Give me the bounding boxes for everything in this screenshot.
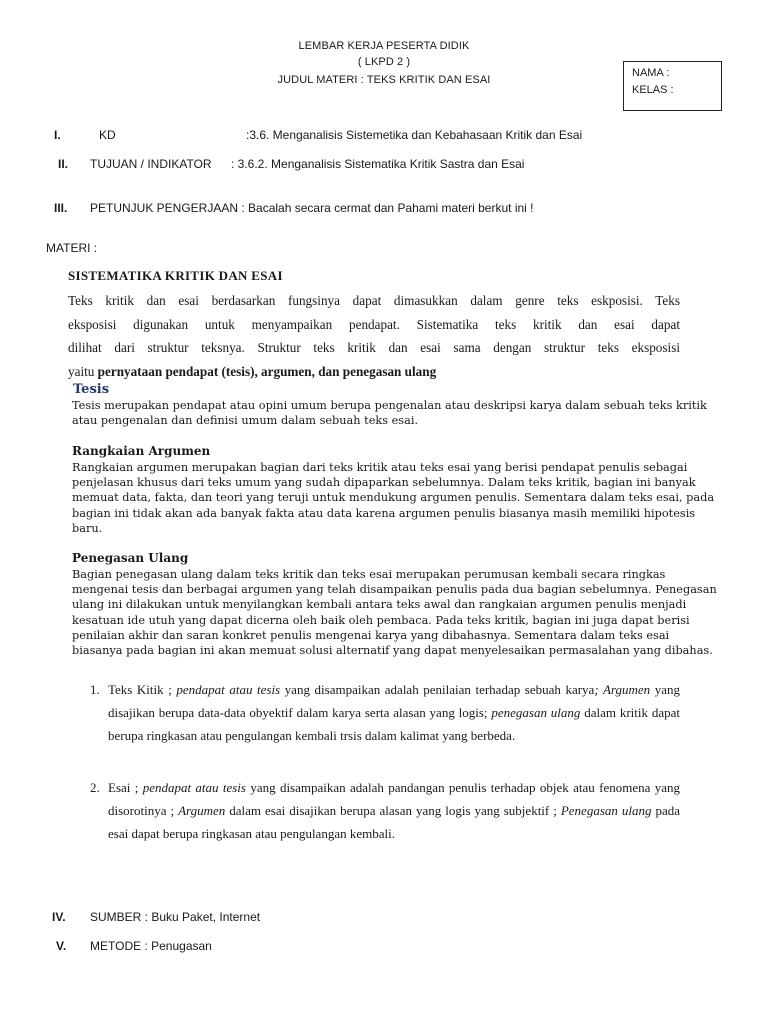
list-text-part: dalam kritik dapat berupa ringkasan atau pengulangan kembali trsis dalam kalimat yang berbeda. bbox=[108, 705, 680, 744]
section-petunjuk bbox=[0, 201, 768, 217]
list-text-italic: penegasan ulang bbox=[491, 705, 581, 721]
materi-heading: SISTEMATIKA KRITIK DAN ESAI bbox=[68, 268, 283, 283]
list-item bbox=[90, 678, 680, 748]
intro-line: Teks kritik dan esai berdasarkan fungsinya dapat dimasukkan dalam genre teks eskposisi. Teks bbox=[68, 293, 680, 308]
argumen-heading: Rangkaian Argumen bbox=[72, 444, 211, 458]
student-identity-box bbox=[623, 61, 722, 111]
section-text: SUMBER : Buku Paket, Internet bbox=[90, 910, 261, 924]
worksheet-code: ( LKPD 2 ) bbox=[357, 56, 411, 68]
section-number: III. bbox=[54, 201, 68, 215]
section-text: PETUNJUK PENGERJAAN : Bacalah secara cermat dan Pahami materi berkut ini ! bbox=[90, 201, 534, 215]
section-tujuan bbox=[0, 157, 768, 173]
list-text bbox=[108, 776, 680, 846]
section-value: :3.6. Menganalisis Sistemetika dan Kebahasaan Kritik dan Esai bbox=[246, 128, 583, 142]
intro-line: dilihat dari struktur teksnya. Struktur teks kritik dan esai sama dengan struktur teks eksposisi bbox=[68, 340, 680, 355]
list-text-italic: pendapat atau tesis bbox=[142, 780, 246, 795]
section-sumber bbox=[0, 910, 768, 926]
section-text: METODE : Penugasan bbox=[90, 939, 212, 953]
list-text-italic: ; Argumen bbox=[594, 682, 651, 697]
section-value: : 3.6.2. Menganalisis Sistematika Kritik Sastra dan Esai bbox=[231, 157, 525, 171]
tesis-paragraph: Tesis merupakan pendapat atau opini umum berupa pengenalan atau deskripsi karya dalam sebuah teks kritik atau pengenalan dan definisi umum dalam sebuah teks esai. bbox=[72, 399, 707, 428]
section-number: I. bbox=[54, 128, 61, 142]
list-text-part: yang disajikan berupa data-data obyektif dalam karya serta alasan yang logis; bbox=[108, 682, 681, 721]
intro-text: yaitu bbox=[68, 363, 98, 379]
list-text bbox=[108, 678, 680, 748]
materi-label: MATERI : bbox=[46, 241, 98, 255]
section-metode bbox=[0, 939, 768, 955]
worksheet-title: LEMBAR KERJA PESERTA DIDIK bbox=[298, 40, 470, 52]
section-number: II. bbox=[58, 157, 69, 171]
argumen-paragraph: Rangkaian argumen merupakan bagian dari teks kritik atau teks esai yang berisi pendapat penulis sebagai penjelasan khusus dari teks umum yang sudah dipaparkan sebelumnya. Dalam teks kritik, bagian ini banyak memuat data, fakta, dan teori yang teruji untuk mendukung argumen penulis. Sementara dalam teks esai, pada bagian ini tidak akan ada banyak fakta atau data karena argumen penulis biasanya masih memiliki hipotesis baru. bbox=[72, 461, 715, 535]
section-kd bbox=[0, 128, 768, 144]
section-label: KD bbox=[99, 128, 116, 142]
section-number: V. bbox=[56, 939, 67, 953]
list-text-italic: Penegasan ulang bbox=[560, 803, 652, 819]
intro-line bbox=[68, 360, 680, 384]
list-text-part: yang disampaikan adalah pandangan penulis terhadap objek atau fenomena yang disorotinya ; bbox=[108, 780, 680, 819]
nama-field-label: NAMA : bbox=[632, 67, 670, 79]
kelas-field-label: KELAS : bbox=[632, 84, 674, 96]
list-text-part: Teks Kitik ; bbox=[108, 682, 177, 697]
tesis-heading: Tesis bbox=[73, 382, 110, 397]
penegasan-heading: Penegasan Ulang bbox=[72, 551, 189, 565]
list-number: 2. bbox=[90, 780, 100, 795]
intro-paragraph bbox=[68, 289, 680, 383]
list-item bbox=[90, 776, 680, 846]
list-text-part: pada esai dapat berupa ringkasan atau pengulangan kembali. bbox=[108, 803, 681, 842]
list-number: 1. bbox=[90, 682, 100, 697]
material-title: JUDUL MATERI : TEKS KRITIK DAN ESAI bbox=[277, 74, 491, 86]
penegasan-paragraph: Bagian penegasan ulang dalam teks kritik dan teks esai merupakan perumusan kembali secara ringkas mengenai tesis dan berbagai argumen yang telah disampaikan penulis pada dua bagian sebelumnya. Penegasan ulang ini dilakukan untuk menyilangkan kembali antara teks awal dan rangkaian argumen penulis menjadi kesatuan ide utuh yang dapat dicerna oleh baik oleh pembaca. Pada teks kritik, bagian ini juga dapat berisi penilaian akhir dan saran konkret penulis mengenai karya yang dibahasnya. Sementara dalam teks esai biasanya pada bagian ini akan memuat solusi alternatif yang dapat menyelesaikan permasalahan yang dibahas. bbox=[72, 568, 717, 658]
intro-line: eksposisi digunakan untuk menyampaikan pendapat. Sistematika teks kritik dan esai dapat bbox=[68, 316, 680, 332]
list-text-italic: pendapat atau tesis bbox=[176, 682, 281, 697]
list-text-part: yang disampaikan adalah penilaian terhadap sebuah karya bbox=[280, 682, 595, 697]
section-number: IV. bbox=[52, 910, 66, 924]
intro-emphasis: pernyataan pendapat (tesis), argumen, dan penegasan ulang bbox=[97, 363, 437, 379]
list-text-part: dalam esai disajikan berupa alasan yang logis yang subjektif ; bbox=[225, 803, 561, 819]
list-text-italic: Argumen bbox=[178, 803, 226, 819]
list-text-part: Esai ; bbox=[108, 780, 143, 795]
section-label: TUJUAN / INDIKATOR bbox=[90, 157, 212, 171]
